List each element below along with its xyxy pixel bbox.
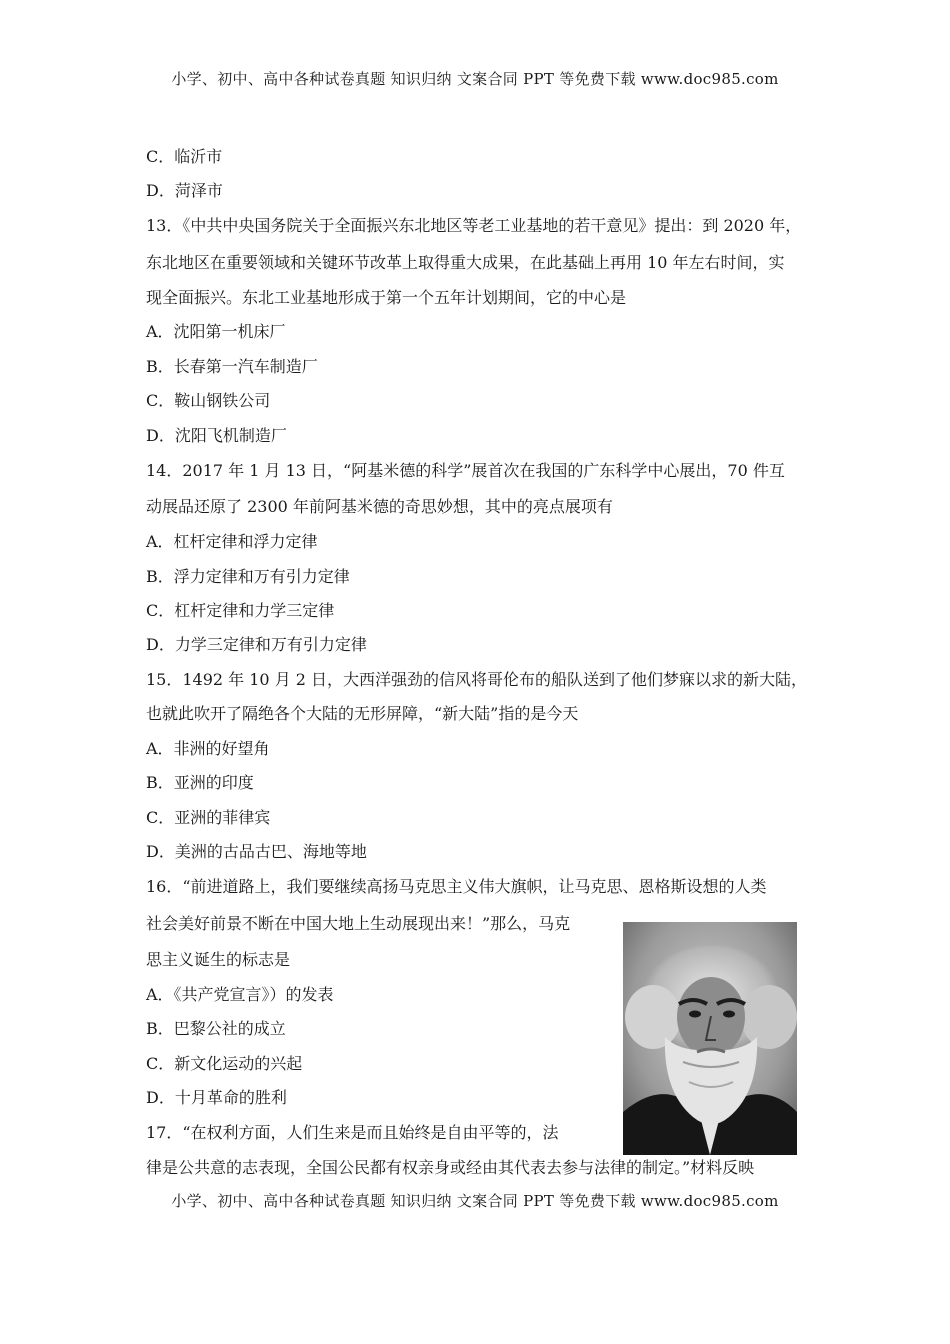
q15-stem-line-1: 15．1492 年 10 月 2 日，大西洋强劲的信风将哥伦布的船队送到了他们梦寐以求的新大陆， [146,670,808,689]
q14-option-c: C．杠杆定律和力学三定律 [146,601,335,620]
q16-stem-line-2: 社会美好前景不断在中国大地上生动展现出来！”那么，马克 [146,914,571,933]
q12-option-d: D．菏泽市 [146,181,223,200]
q16-option-b: B．巴黎公社的成立 [146,1019,286,1038]
q15-stem-line-2: 也就此吹开了隔绝各个大陆的无形屏障，“新大陆”指的是今天 [146,704,579,723]
q13-stem-line-1: 13．《中共中央国务院关于全面振兴东北地区等老工业基地的若干意见》提出：到 2020 年， [146,216,802,235]
q13-stem-line-2: 东北地区在重要领域和关键环节改革上取得重大成果，在此基础上再用 10 年左右时间，实 [146,253,785,272]
q16-stem-line-1: 16．“前进道路上，我们要继续高扬马克思主义伟大旗帜，让马克思、恩格斯设想的人类 [146,877,767,896]
q14-option-b: B．浮力定律和万有引力定律 [146,567,350,586]
q14-option-d: D．力学三定律和万有引力定律 [146,635,367,654]
q14-stem-line-2: 动展品还原了 2300 年前阿基米德的奇思妙想，其中的亮点展项有 [146,497,613,516]
marx-portrait-image [623,922,797,1155]
q15-option-a: A．非洲的好望角 [146,739,270,758]
q15-option-c: C．亚洲的菲律宾 [146,808,271,827]
q17-stem-line-1: 17．“在权利方面，人们生来是而且始终是自由平等的，法 [146,1123,559,1142]
q16-option-d: D．十月革命的胜利 [146,1088,287,1107]
page-footer: 小学、初中、高中各种试卷真题 知识归纳 文案合同 PPT 等免费下载 www.doc985.com [171,1192,779,1210]
q16-option-c: C．新文化运动的兴起 [146,1054,303,1073]
q15-option-b: B．亚洲的印度 [146,773,254,792]
q13-option-c: C．鞍山钢铁公司 [146,391,271,410]
q13-stem-line-3: 现全面振兴。东北工业基地形成于第一个五年计划期间，它的中心是 [146,288,627,307]
page-header: 小学、初中、高中各种试卷真题 知识归纳 文案合同 PPT 等免费下载 www.doc985.com [171,70,779,88]
q14-option-a: A．杠杆定律和浮力定律 [146,532,318,551]
q13-option-b: B．长春第一汽车制造厂 [146,357,318,376]
q14-stem-line-1: 14．2017 年 1 月 13 日，“阿基米德的科学”展首次在我国的广东科学中心展出，70 件互 [146,461,785,480]
q16-stem-line-3: 思主义诞生的标志是 [146,950,291,969]
q15-option-d: D．美洲的古品古巴、海地等地 [146,842,367,861]
q13-option-d: D．沈阳飞机制造厂 [146,426,287,445]
q13-option-a: A．沈阳第一机床厂 [146,322,286,341]
q17-stem-line-2: 律是公共意的志表现，全国公民都有权亲身或经由其代表去参与法律的制定。”材料反映 [146,1158,755,1177]
q12-option-c: C．临沂市 [146,147,223,166]
q16-option-a: A．《共产党宣言》）的发表 [146,985,334,1004]
